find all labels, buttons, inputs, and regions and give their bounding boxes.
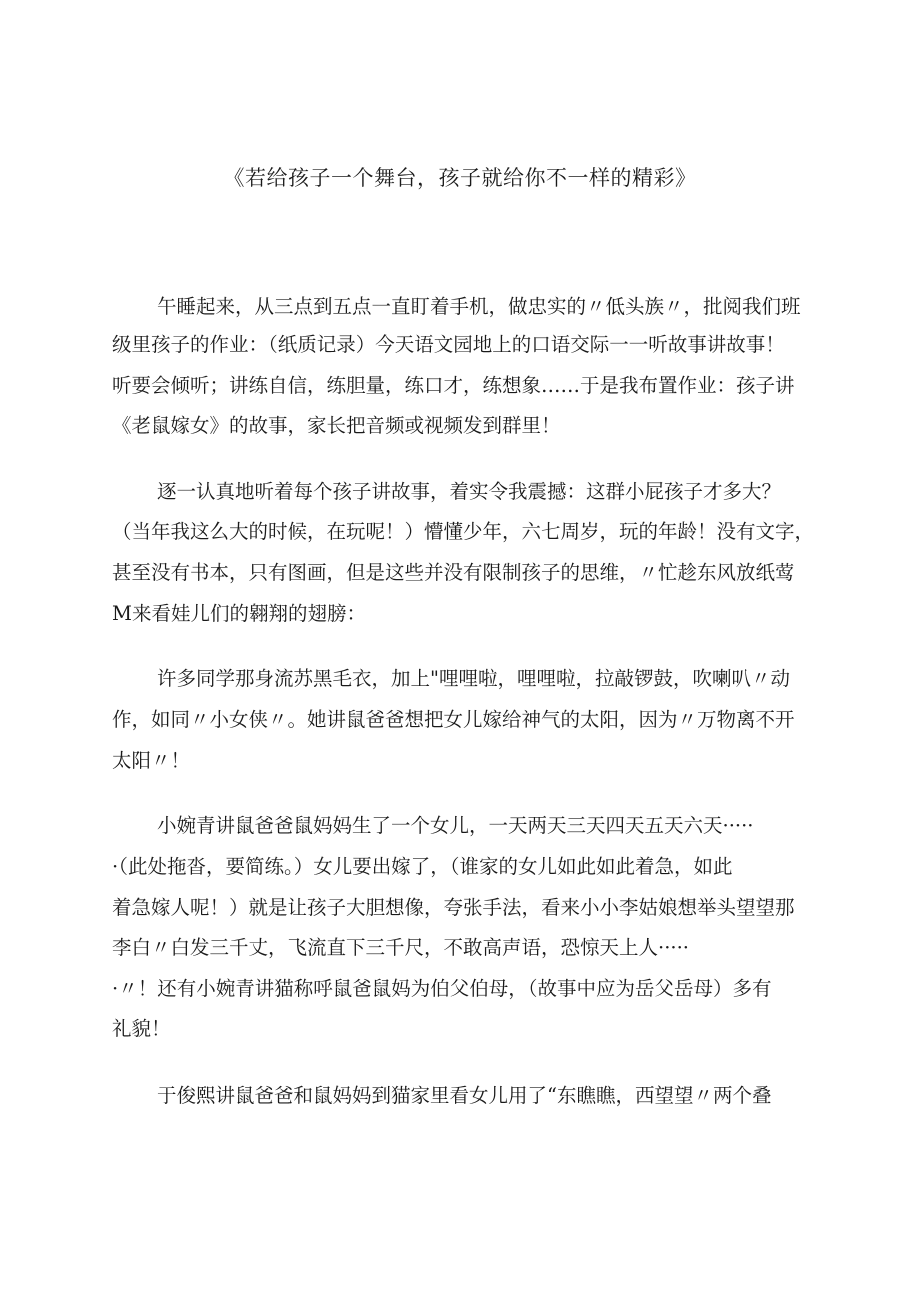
paragraph-3-line-1: 许多同学那身流苏黑毛衣，加上"哩哩啦，哩哩啦，拉敲锣鼓，吹喇叭〃动 bbox=[157, 667, 790, 690]
paragraph-5-line-1: 于俊熙讲鼠爸爸和鼠妈妈到猫家里看女儿用了“东瞧瞧，西望望〃两个叠 bbox=[157, 1084, 772, 1107]
paragraph-4-line-5: ·〃！还有小婉青讲猫称呼鼠爸鼠妈为伯父伯母，（故事中应为岳父岳母）多有 bbox=[112, 977, 772, 1000]
paragraph-4-line-3: 着急嫁人呢！）就是让孩子大胆想像，夸张手法，看来小小李姑娘想举头望望那 bbox=[112, 896, 795, 919]
paragraph-1-line-1: 午睡起来，从三点到五点一直盯着手机，做忠实的〃低头族〃，批阅我们班 bbox=[157, 295, 801, 318]
paragraph-2-line-4: M来看娃儿们的翱翔的翅膀： bbox=[112, 602, 366, 625]
paragraph-4-line-4: 李白〃白发三千丈，飞流直下三千尺，不敢高声语，恐惊天上人····· bbox=[112, 936, 689, 959]
document-title: 《若给孩子一个舞台，孩子就给你不一样的精彩》 bbox=[223, 166, 697, 190]
paragraph-3-line-2: 作，如同〃小女侠〃。她讲鼠爸爸想把女儿嫁给神气的太阳，因为〃万物离不开 bbox=[112, 708, 795, 731]
paragraph-4-line-6: 礼貌！ bbox=[112, 1017, 171, 1040]
paragraph-1-line-2: 级里孩子的作业：（纸质记录）今天语文园地上的口语交际一一听故事讲故事！ bbox=[112, 333, 785, 356]
paragraph-2-line-1: 逐一认真地听着每个孩子讲故事，着实令我震撼：这群小屁孩子才多大？ bbox=[157, 480, 782, 503]
paragraph-1-line-3: 听要会倾听；讲练自信，练胆量，练口才，练想象……于是我布置作业：孩子讲 bbox=[112, 374, 795, 397]
paragraph-4-line-1: 小婉青讲鼠爸爸鼠妈妈生了一个女儿，一天两天三天四天五天六天····· bbox=[157, 814, 754, 837]
paragraph-2-line-2: （当年我这么大的时候，在玩呢！）懵懂少年，六七周岁，玩的年龄！没有文字， bbox=[112, 520, 815, 543]
paragraph-3-line-3: 太阳〃！ bbox=[112, 749, 191, 772]
paragraph-4-line-2: ·（此处拖沓，要简练。）女儿要出嫁了，（谁家的女儿如此如此着急，如此 bbox=[112, 855, 733, 878]
paragraph-1-line-4: 《老鼠嫁女》的故事，家长把音频或视频发到群里！ bbox=[112, 414, 561, 437]
paragraph-2-line-3: 甚至没有书本，只有图画，但是这些并没有限制孩子的思维，〃忙趁东风放纸莺 bbox=[112, 561, 795, 584]
